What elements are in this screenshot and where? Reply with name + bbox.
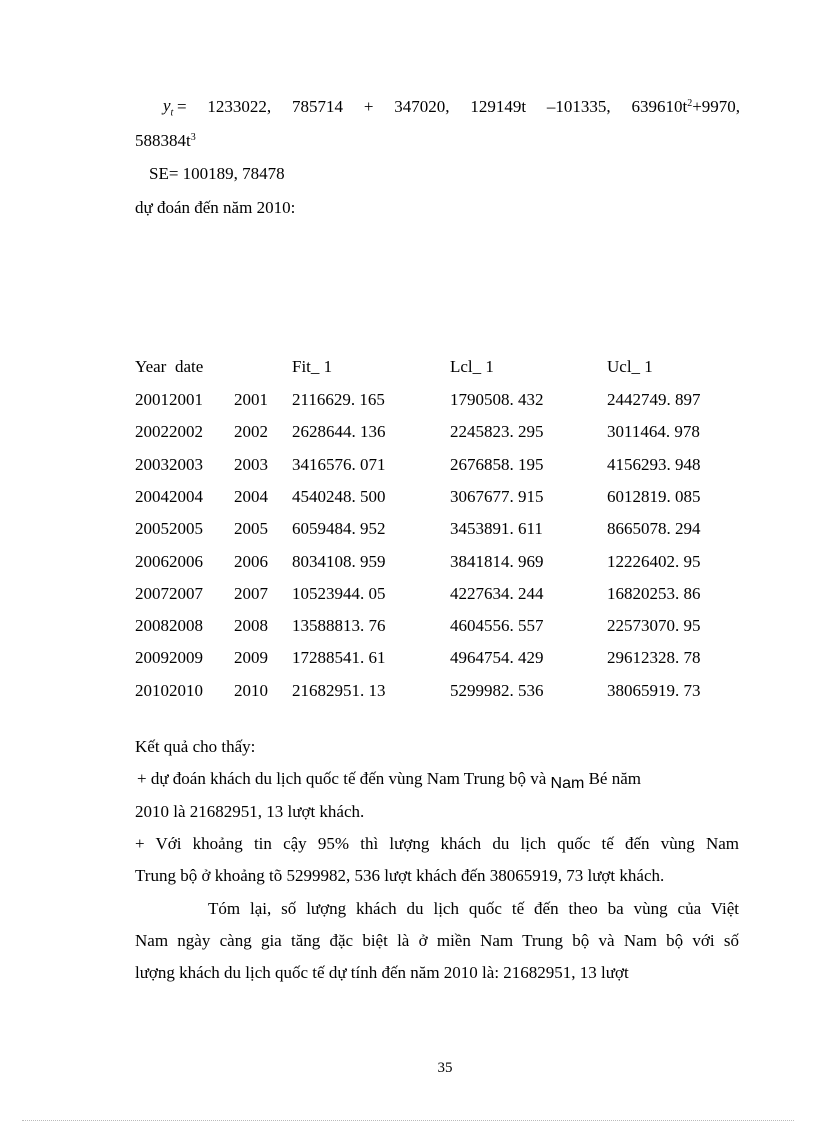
row-ucl: 4156293. 948 (607, 454, 701, 474)
row-year-date: 20032003 (135, 454, 203, 474)
row-ucl: 29612328. 78 (607, 648, 701, 668)
row-fit: 8034108. 959 (292, 551, 386, 571)
row-fit: 17288541. 61 (292, 648, 386, 668)
row-year-date: 20102010 (135, 680, 203, 700)
row-year-date: 20082008 (135, 616, 203, 636)
row-year-date: 20052005 (135, 519, 203, 539)
row-ucl: 22573070. 95 (607, 616, 701, 636)
row-lcl: 2245823. 295 (450, 422, 544, 442)
row-fit: 4540248. 500 (292, 486, 386, 506)
header-year: Year (135, 357, 167, 376)
row-date: 2008 (234, 616, 268, 636)
row-year-date: 20092009 (135, 648, 203, 668)
row-date: 2005 (234, 519, 268, 539)
row-lcl: 4964754. 429 (450, 648, 544, 668)
row-date: 2003 (234, 454, 268, 474)
row-fit: 13588813. 76 (292, 616, 386, 636)
row-ucl: 38065919. 73 (607, 680, 701, 700)
standard-error: SE= 100189, 78478 (149, 164, 285, 183)
row-ucl: 8665078. 294 (607, 519, 701, 539)
row-year-date: 20022002 (135, 422, 203, 442)
row-year-date: 20042004 (135, 486, 203, 506)
row-date: 2010 (234, 680, 268, 700)
page-number: 35 (437, 1060, 453, 1076)
row-year-date: 20072007 (135, 583, 203, 603)
results-nam-word: Nam (550, 775, 585, 792)
eq-term-4: 347020, (394, 97, 450, 116)
row-lcl: 5299982. 536 (450, 680, 544, 700)
row-date: 2004 (234, 486, 268, 506)
equation-line-2: $588384t^3$ (135, 131, 196, 150)
results-p1-line1: + dự đoán khách du lịch quốc tế đến vùng Nam Trung bộ và Nam Bé năm (137, 769, 641, 792)
row-lcl: 4227634. 244 (450, 583, 544, 603)
row-date: 2009 (234, 648, 268, 668)
row-ucl: 6012819. 085 (607, 486, 701, 506)
forecast-heading: dự đoán đến năm 2010: (135, 198, 296, 217)
row-ucl: 2442749. 897 (607, 390, 701, 409)
row-date: 2006 (234, 551, 268, 571)
row-date: 2001 (234, 390, 268, 409)
row-fit: 2628644. 136 (292, 422, 386, 442)
equation-lhs: $y_t$ (163, 96, 174, 119)
results-p2-line1: + Với khoảng tin cậy 95% thì lượng khách du lịch quốc tế đến vùng Nam (135, 834, 739, 853)
eq-term-2: 785714 (292, 97, 343, 116)
row-ucl: 3011464. 978 (607, 422, 700, 442)
eq-term-1: = 1233022, (177, 97, 272, 116)
row-fit: 3416576. 071 (292, 454, 386, 474)
row-ucl: 12226402. 95 (607, 551, 701, 571)
page-bottom-rule (22, 1120, 794, 1121)
header-lcl: Lcl_ 1 (450, 357, 494, 376)
equation-line-1 (177, 97, 740, 117)
eq-term-7: $639610t^2+9970$, (631, 97, 741, 116)
row-fit: 21682951. 13 (292, 680, 386, 700)
row-lcl: 3453891. 611 (450, 519, 543, 539)
row-lcl: 1790508. 432 (450, 390, 544, 409)
row-fit: 10523944. 05 (292, 583, 386, 603)
results-p1-line2: 2010 là 21682951, 13 lượt khách. (135, 802, 365, 821)
results-heading: Kết quả cho thấy: (135, 737, 256, 756)
header-ucl: Ucl_ 1 (607, 357, 653, 376)
header-fit: Fit_ 1 (292, 357, 333, 376)
results-p3-line1: Tóm lại, số lượng khách du lịch quốc tế đến theo ba vùng của Việt (208, 899, 739, 918)
header-date: date (175, 357, 204, 376)
results-p3-line3: lượng khách du lịch quốc tế dự tính đến năm 2010 là: 21682951, 13 lượt (135, 963, 629, 982)
row-lcl: 2676858. 195 (450, 454, 544, 474)
row-fit: 6059484. 952 (292, 519, 386, 539)
eq-term-5: 129149t (470, 97, 527, 116)
eq-term-3: + (363, 97, 374, 116)
row-lcl: 3841814. 969 (450, 551, 544, 571)
row-fit: 2116629. 165 (292, 390, 385, 409)
row-date: 2007 (234, 583, 268, 603)
row-year-date: 20062006 (135, 551, 203, 571)
eq-term-6: –101335, (546, 97, 611, 116)
row-ucl: 16820253. 86 (607, 583, 701, 603)
results-p3-line2: Nam ngày càng gia tăng đặc biệt là ở miền Nam Trung bộ và Nam bộ với số (135, 931, 739, 950)
row-year-date: 20012001 (135, 390, 203, 409)
row-lcl: 4604556. 557 (450, 616, 544, 636)
results-p2-line2: Trung bộ ở khoảng tõ 5299982, 536 lượt khách đến 38065919, 73 lượt khách. (135, 866, 665, 885)
row-lcl: 3067677. 915 (450, 486, 544, 506)
row-date: 2002 (234, 422, 268, 442)
